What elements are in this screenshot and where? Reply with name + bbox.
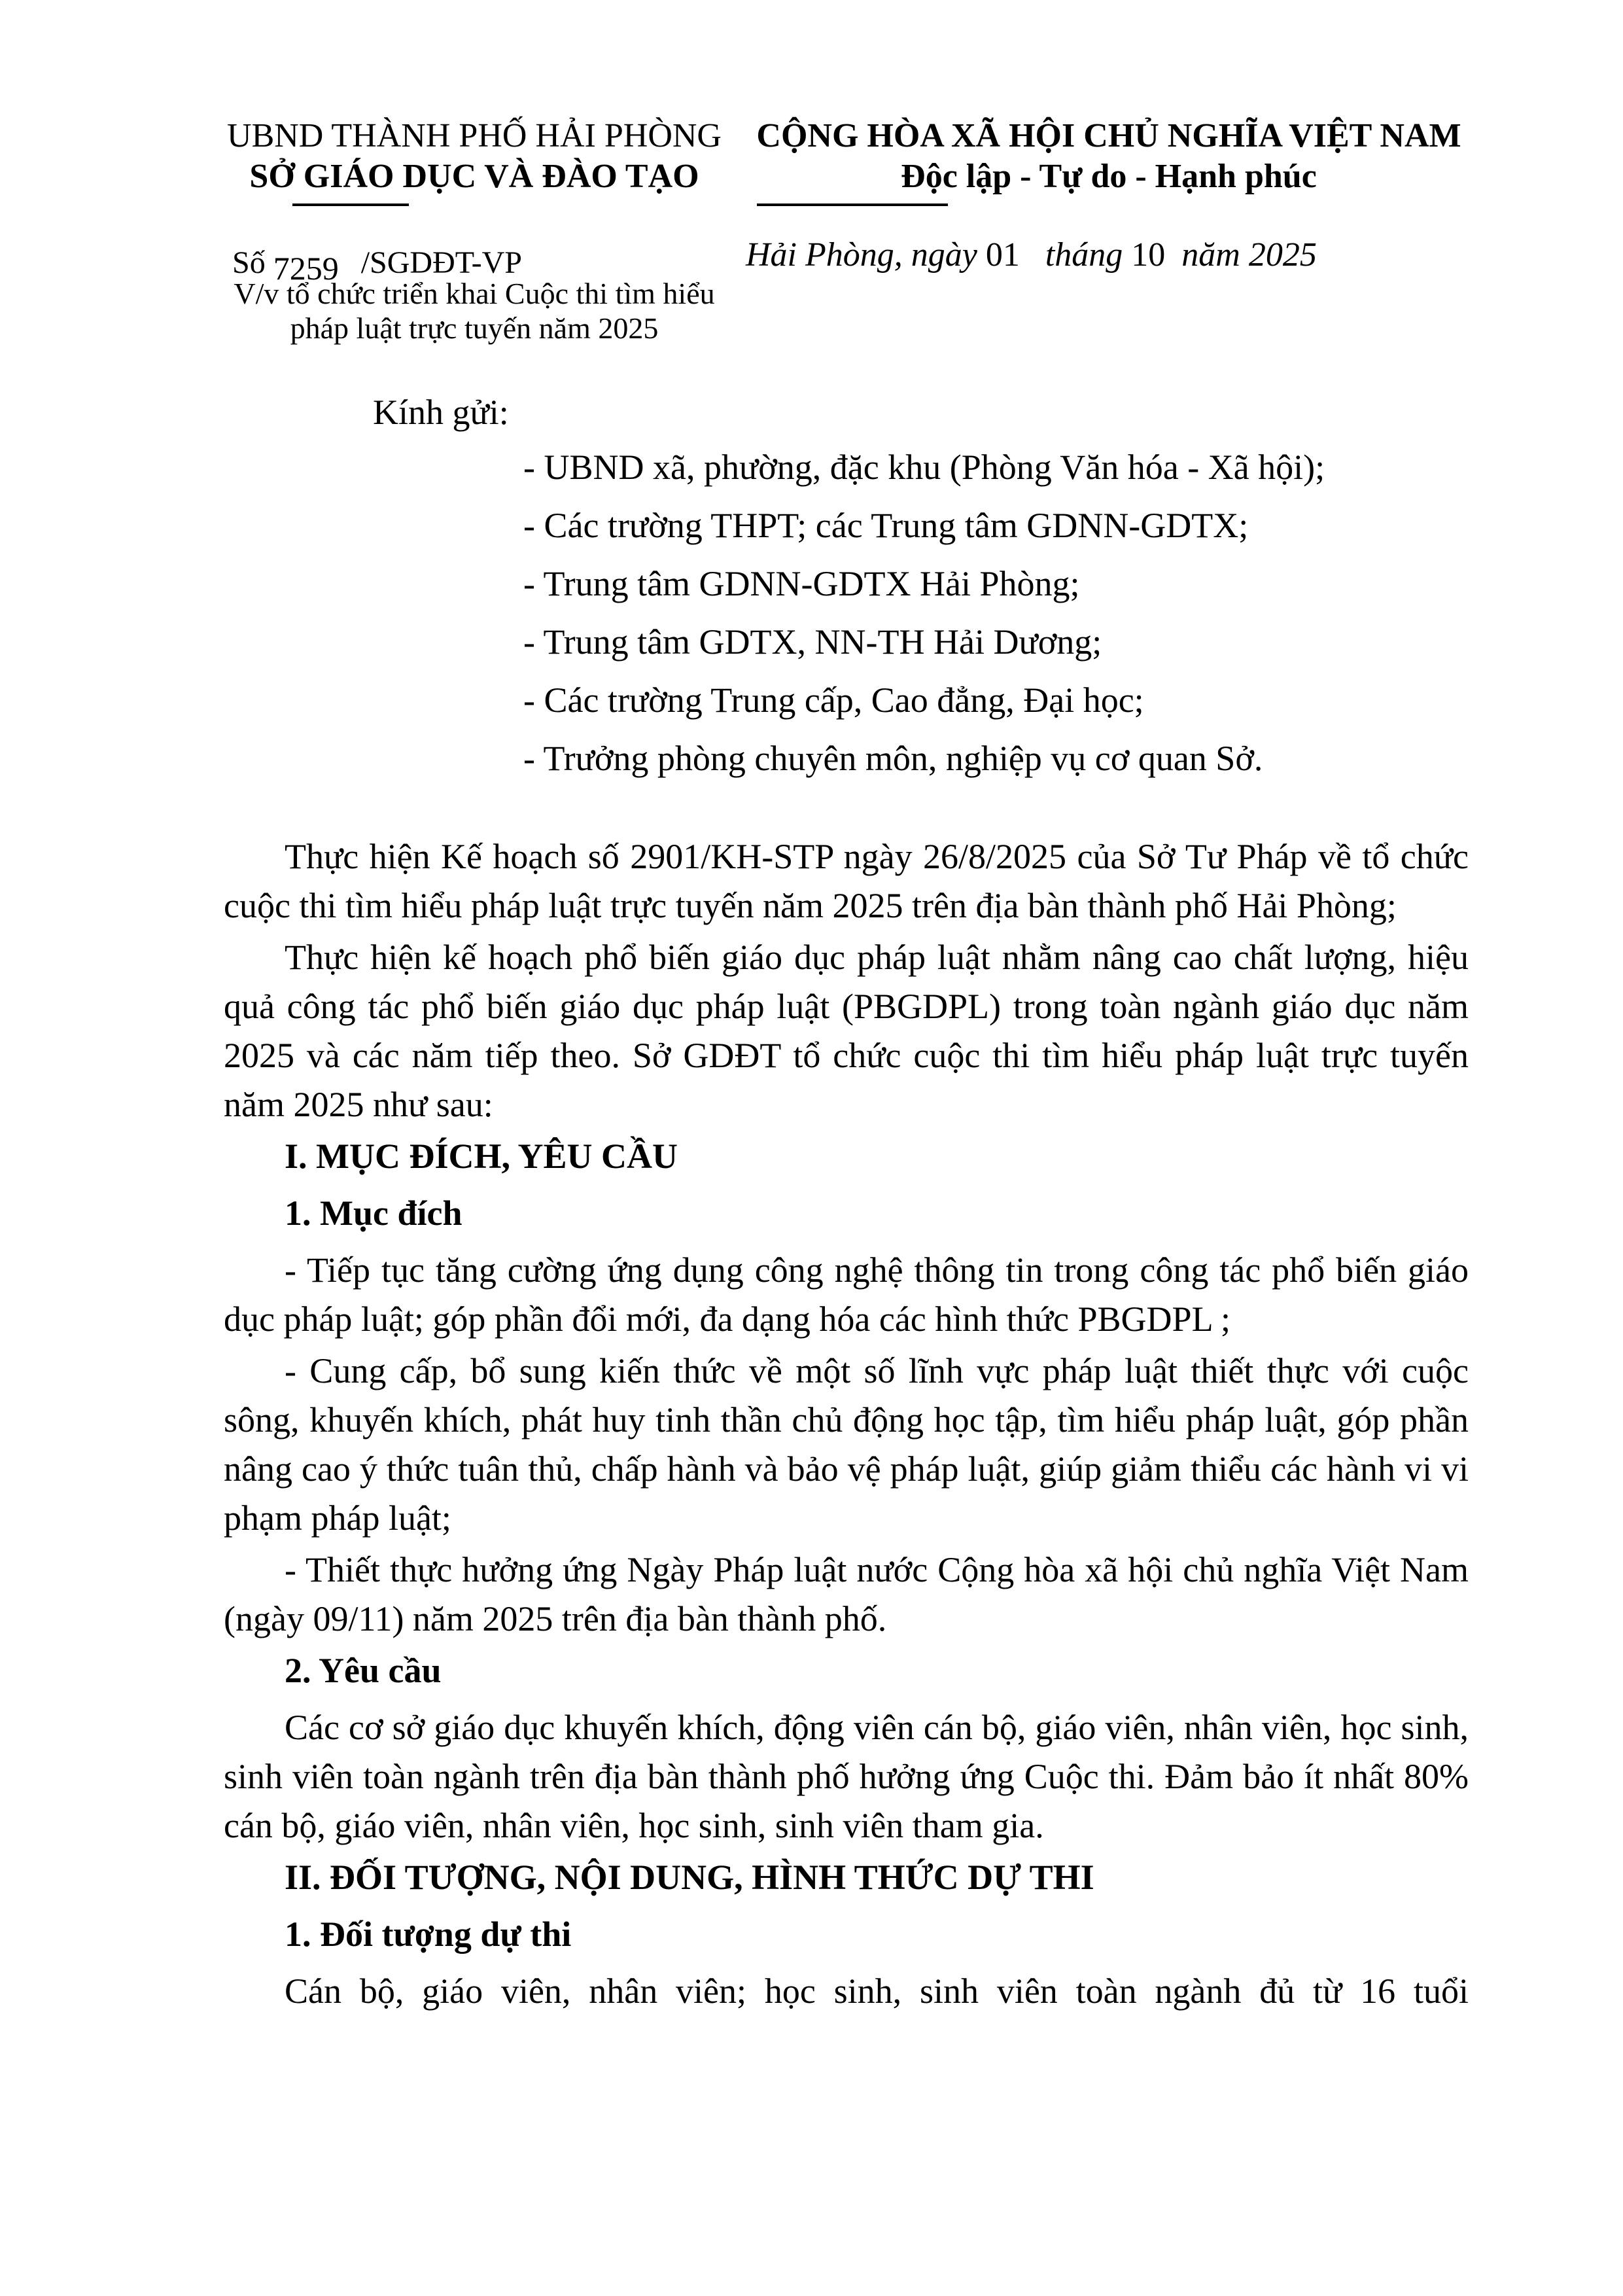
recipient-item: - Các trường THPT; các Trung tâm GDNN-GDTX;: [523, 506, 1249, 545]
recipients-list: [523, 438, 1325, 788]
purpose-item: - Thiết thực hưởng ứng Ngày Pháp luật nước Cộng hòa xã hội chủ nghĩa Việt Nam (ngày 09/11) năm 2025 trên địa bàn thành phố.: [224, 1550, 1469, 1638]
national-motto: Độc lập - Tự do - Hạnh phúc: [901, 158, 1317, 195]
nation-title: CỘNG HÒA XÃ HỘI CHỦ NGHĨA VIỆT NAM: [756, 117, 1461, 154]
recipient-item: - UBND xã, phường, đặc khu (Phòng Văn hóa - Xã hội);: [523, 448, 1325, 487]
subsection-heading: 1. Đối tượng dự thi: [285, 1915, 572, 1954]
intro-paragraph: Thực hiện kế hoạch phổ biến giáo dục pháp luật nhằm nâng cao chất lượng, hiệu quả công tác phổ biến giáo dục pháp luật (PBGDPL) trong toàn ngành giáo dục năm 2025 và các năm tiếp theo. Sở GDĐT tổ chức cuộc thi tìm hiểu pháp luật trực tuyến năm 2025 như sau:: [224, 938, 1469, 1124]
date-year: năm 2025: [1181, 236, 1317, 274]
number-prefix: Số: [232, 245, 266, 280]
number-value: 7259: [273, 250, 339, 287]
date-day: 01: [985, 236, 1020, 274]
recipients-label: Kính gửi:: [373, 393, 509, 432]
participants-paragraph: Cán bộ, giáo viên, nhân viên; học sinh, sinh viên toàn ngành đủ từ 16 tuổi: [285, 1971, 1469, 2011]
recipient-item: - Các trường Trung cấp, Cao đẳng, Đại học;: [523, 680, 1144, 720]
intro-paragraph: Thực hiện Kế hoạch số 2901/KH-STP ngày 26/8/2025 của Sở Tư Pháp về tổ chức cuộc thi tìm hiểu pháp luật trực tuyến năm 2025 trên địa bàn thành phố Hải Phòng;: [224, 837, 1469, 925]
document-body: [224, 832, 1469, 2019]
date-month: 10: [1131, 236, 1166, 274]
right-header-divider: [757, 203, 948, 206]
purpose-item: - Tiếp tục tăng cường ứng dụng công nghệ thông tin trong công tác phổ biến giáo dục pháp luật; góp phần đổi mới, đa dạng hóa các hình thức PBGDPL ;: [224, 1250, 1469, 1339]
date-place: Hải Phòng, ngày: [746, 236, 977, 274]
subsection-heading: 1. Mục đích: [285, 1193, 462, 1233]
subject-line-1: V/v tổ chức triển khai Cuộc thi tìm hiểu: [234, 277, 715, 310]
issuing-department: SỞ GIÁO DỤC VÀ ĐÀO TẠO: [249, 158, 699, 195]
recipient-item: - Trưởng phòng chuyên môn, nghiệp vụ cơ quan Sở.: [523, 739, 1263, 778]
left-header-divider: [292, 203, 409, 206]
purpose-item: - Cung cấp, bổ sung kiến thức về một số lĩnh vực pháp luật thiết thực với cuộc sông, khuyến khích, phát huy tinh thần chủ động học tập, tìm hiểu pháp luật, góp phần nâng cao ý thức tuân thủ, chấp hành và bảo vệ pháp luật, giúp giảm thiểu các hành vi vi phạm pháp luật;: [224, 1351, 1469, 1538]
section-heading: II. ĐỐI TƯỢNG, NỘI DUNG, HÌNH THỨC DỰ THI: [285, 1858, 1094, 1897]
number-suffix: /SGDĐT-VP: [360, 245, 522, 280]
subject-line-2: pháp luật trực tuyến năm 2025: [290, 311, 659, 345]
recipient-item: - Trung tâm GDNN-GDTX Hải Phòng;: [523, 564, 1080, 603]
section-heading: I. MỤC ĐÍCH, YÊU CẦU: [285, 1137, 678, 1176]
document-number: [232, 243, 522, 287]
date-month-label: tháng: [1045, 236, 1123, 274]
issuing-authority: UBND THÀNH PHỐ HẢI PHÒNG: [227, 117, 722, 154]
issue-date: [746, 236, 1317, 275]
requirement-paragraph: Các cơ sở giáo dục khuyến khích, động viên cán bộ, giáo viên, nhân viên, học sinh, sinh viên toàn ngành trên địa bàn thành phố hưởng ứng Cuộc thi. Đảm bảo ít nhất 80% cán bộ, giáo viên, nhân viên, học sinh, sinh viên tham gia.: [224, 1708, 1469, 1845]
recipient-item: - Trung tâm GDTX, NN-TH Hải Dương;: [523, 622, 1102, 662]
subsection-heading: 2. Yêu cầu: [285, 1651, 442, 1690]
